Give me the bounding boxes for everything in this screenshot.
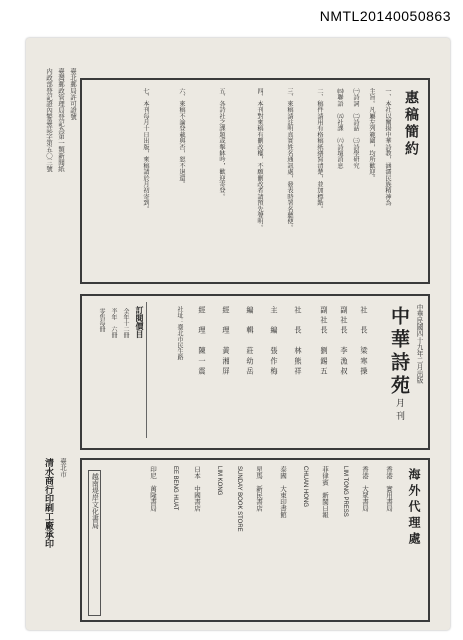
masthead-box [80, 294, 430, 450]
agent-stamp: 越南堤岸文化書局 [88, 470, 101, 616]
agent-12: 印尼 萬隆書局 [149, 466, 157, 512]
subscription-title: 訂閱價目 [135, 306, 145, 338]
guideline-item-2: 主旨。凡屬左列範圍，均所歡迎。 [368, 88, 375, 181]
staff-line-4: 社 長 林熊祥 [294, 306, 303, 378]
document-page [26, 38, 450, 630]
subscription-row-2: 半年 六冊 [110, 308, 117, 338]
guideline-item-7: 四、本刊對來稿有刪改權，不願刪改者請預先聲明。 [256, 88, 263, 231]
guideline-item-6: 三、來稿請註明真實姓名通訊處，發表時署名聽便。 [286, 88, 293, 231]
guideline-item-4: ㈣聯語 ㈤社課 ㈥詩壇消息 [336, 88, 343, 169]
staff-line-1: 社 長 梁寒操 [360, 306, 369, 378]
agent-5: CHUAN HONG [302, 466, 308, 508]
agent-6: 泰國 大東印書館 [279, 466, 287, 518]
agent-4: 菲律賓 新閩日報 [321, 466, 329, 518]
guideline-item-9: 六、來稿不論登載與否，恕不退還。 [178, 88, 185, 188]
agent-10: 日本 中國書店 [193, 466, 201, 512]
agent-7: 星馬 新民書店 [255, 466, 263, 512]
magazine-title-suffix: 月刊 [394, 398, 404, 424]
registration-note-1: 内政部登記證內警臺誌字第五〇三號 [45, 68, 53, 172]
staff-line-5: 主 編 張作梅 [270, 306, 279, 378]
agent-2: 香港 大眾書局 [361, 466, 369, 512]
guideline-item-1: 一、本社以闡揚中華詩教，涵濡民族精神為 [384, 88, 391, 206]
staff-line-2: 副社長 李漁叔 [340, 306, 349, 378]
staff-line-8: 經 理 陳一震 [198, 306, 207, 378]
agent-3: LIM TONG PRESS [342, 466, 348, 517]
guideline-item-5: 二、稿件請用有格稿紙繕寫清楚，並加標點。 [316, 88, 323, 212]
archive-id-label: NMTL20140050863 [319, 8, 451, 24]
staff-line-6: 編 輯 莊幼岳 [246, 306, 255, 378]
issue-date: 中華民國四十九年二月出版 [415, 304, 423, 384]
agent-11: EE BENG HUAT [172, 466, 178, 511]
staff-line-3: 副社長 劉錫五 [320, 306, 329, 378]
staff-line-7: 經 理 黃湘屏 [222, 306, 231, 378]
agents-box [80, 458, 430, 622]
subscription-row-1: 全年十二冊 [122, 308, 129, 338]
agent-1: 香港 實用書局 [385, 466, 393, 512]
registration-note-2: 臺灣郵政管理局登記為第一類新聞紙 [57, 68, 65, 172]
office-address: 社址：臺北市民生路 [176, 306, 183, 360]
subscription-panel [86, 302, 147, 438]
guideline-item-3: ㈠詩詞 ㈡詩話 ㈢詩學研究 [352, 88, 359, 169]
agent-9: LIM KONG [216, 466, 222, 496]
agents-title: 海外代理處 [407, 468, 421, 548]
agent-8: SUNDAY BOOK STORE [236, 466, 242, 532]
subscription-row-3: 零售每冊 [98, 308, 105, 332]
magazine-title-main: 中華詩苑 [388, 306, 410, 398]
guideline-item-10: 七、本刊每月十日出版，來稿請於月初寄到。 [142, 88, 149, 212]
printer-name: 清水商行印刷工廠承印 [43, 458, 53, 548]
guidelines-title: 惠稿簡約 [403, 90, 419, 158]
registration-note-3: 臺北郵局許可證號 [69, 68, 77, 120]
printer-address: 臺北市 [59, 458, 67, 478]
guideline-item-8: 五、各詩社之課題或擊缽吟，歡迎寄登。 [218, 88, 225, 200]
magazine-title [388, 306, 408, 424]
guidelines-box [80, 78, 430, 284]
